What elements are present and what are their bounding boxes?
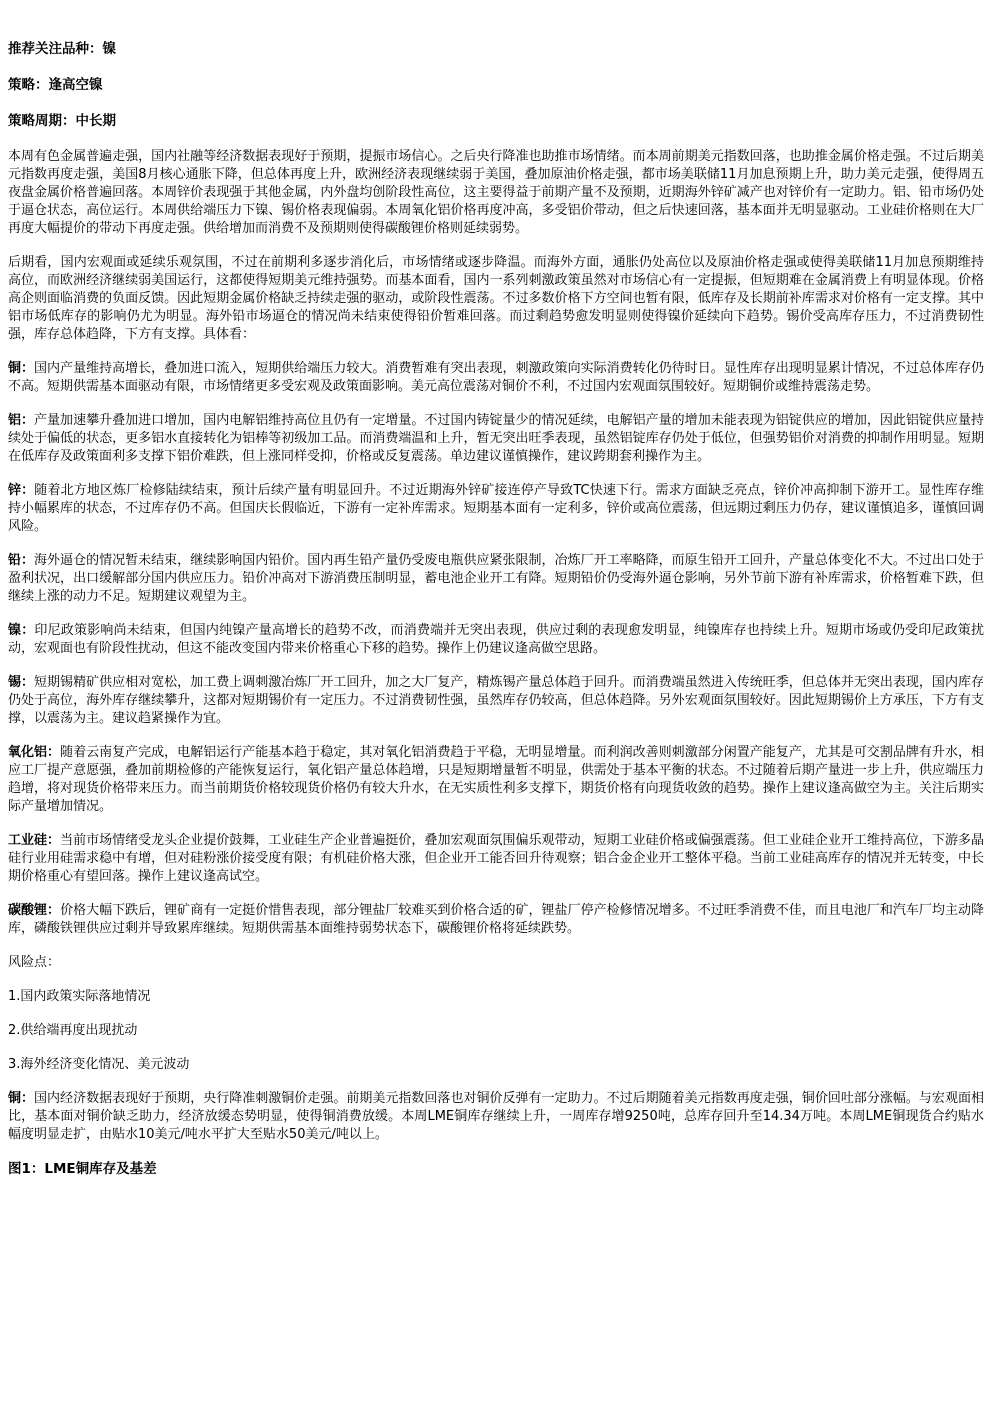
metal-label: 铝： — [8, 413, 35, 428]
copper-detail-paragraph — [8, 1090, 984, 1144]
metal-label: 锌： — [8, 483, 35, 498]
metal-text: 国内经济数据表现好于预期，央行降准刺激铜价走强。前期美元指数回落也对铜价反弹有一定助力。不过后期随着美元指数再度走强，铜价回吐部分涨幅。与宏观面相比，基本面对铜价缺乏助力，经济放缓态势明显，使得铜消费放缓。本周LME铜库存继续上升，一周库存增9250吨，总库存回升至14.34万吨。本周LME铜现货合约贴水幅度明显走扩，由贴水10美元/吨水平扩大至贴水50美元/吨以上。 — [8, 1091, 984, 1142]
strategy-period: 策略周期：中长期 — [8, 113, 116, 129]
risk-item: 2.供给端再度出现扰动 — [8, 1023, 138, 1038]
metal-label: 铅： — [8, 553, 35, 568]
metal-label: 氧化铝： — [8, 745, 61, 760]
metal-paragraph-alumina — [8, 744, 984, 816]
outlook-paragraph: 后期看，国内宏观面或延续乐观氛围，不过在前期利多逐步消化后，市场情绪或逐步降温。而海外方面，通胀仍处高位以及原油价格走强或使得美联储11月加息预期维持高位，而欧洲经济继续弱美国运行，这都使得短期美元维持强势。而基本面看，国内一系列刺激政策虽然对市场信心有一定提振，但短期难在金属消费上有明显体现。价格高企则面临消费的负面反馈。因此短期金属价格缺乏持续走强的驱动，或阶段性震荡。不过多数价格下方空间也暂有限，低库存及长期前补库需求对价格有一定支撑。其中铝市场低库存的影响仍尤为明显。海外铅市场逼仓的情况尚未结束使得铅价暂难回落。而过剩趋势愈发明显则使得镍价延续向下趋势。锡价受高库存压力，不过消费韧性强，库存总体趋降，下方有支撑。具体看： — [8, 255, 984, 342]
risk-item: 3.海外经济变化情况、美元波动 — [8, 1057, 190, 1072]
metal-label: 镍： — [8, 623, 35, 638]
risk-item: 1.国内政策实际落地情况 — [8, 989, 151, 1004]
metal-label: 铜： — [8, 1091, 35, 1106]
metal-label: 工业硅： — [8, 833, 61, 848]
metal-text: 随着北方地区炼厂检修陆续结束，预计后续产量有明显回升。不过近期海外锌矿接连停产导致TC快速下行。需求方面缺乏亮点，锌价冲高抑制下游开工。显性库存维持小幅累库的状态，不过库存仍不高。但国庆长假临近，下游有一定补库需求。短期基本面有一定利多，锌价或高位震荡，但远期过剩压力仍存，建议谨慎追多，谨慎回调风险。 — [8, 483, 984, 534]
metal-text: 当前市场情绪受龙头企业提价鼓舞，工业硅生产企业普遍挺价，叠加宏观面氛围偏乐观带动，短期工业硅价格或偏强震荡。但工业硅企业开工维持高位，下游多晶硅行业用硅需求稳中有增，但对硅粉涨价接受度有限；有机硅价格大涨，但企业开工能否回升待观察；铝合金企业开工整体平稳。当前工业硅高库存的情况并无转变，中长期价格重心有望回落。操作上建议逢高试空。 — [8, 833, 984, 884]
metal-text: 短期锡精矿供应相对宽松，加工费上调刺激冶炼厂开工回升，加之大厂复产，精炼锡产量总体趋于回升。而消费端虽然进入传统旺季，但总体并无突出表现，国内库存仍处于高位，海外库存继续攀升，这都对短期锡价有一定压力。不过消费韧性强，虽然库存仍较高，但总体趋降。另外宏观面氛围较好。因此短期锡价上方承压，下方有支撑，以震荡为主。建议趋紧操作为宜。 — [8, 675, 984, 726]
metal-text: 随着云南复产完成，电解铝运行产能基本趋于稳定，其对氧化铝消费趋于平稳，无明显增量。而利润改善则刺激部分闲置产能复产，尤其是可交割品牌有升水，相应工厂提产意愿强，叠加前期检修的产能恢复运行，氧化铝产量总体趋增，只是短期增量暂不明显，供需处于基本平衡的状态。不过随着后期产量进一步上升，供应端压力趋增，将对现货价格带来压力。而当前期货价格较现货价格仍有较大升水，在无实质性利多支撑下，期货价格有向现货收敛的趋势。操作上建议逢高做空为主。关注后期实际产量增加情况。 — [8, 745, 984, 814]
metal-paragraph-tin — [8, 674, 984, 728]
intro-paragraph: 本周有色金属普遍走强，国内社融等经济数据表现好于预期，提振市场信心。之后央行降准也助推市场情绪。而本周前期美元指数回落，也助推金属价格走强。不过后期美元指数再度走强，美国8月核心通胀下降，但总体再度上升，欧洲经济表现继续弱于美国，叠加原油价格走强，都市场美联储11月加息预期上升，助力美元走强，使得周五夜盘金属价格普遍回落。本周锌价表现强于其他金属，内外盘均创阶段性高位，这主要得益于前期产量不及预期，近期海外锌矿减产也对锌价有一定助力。铝、铅市场仍处于逼仓状态，高位运行。本周供给端压力下镍、锡价格表现偏弱。本周氧化铝价格再度冲高，多受铝价带动，但之后快速回落，基本面并无明显驱动。工业硅价格则在大厂再度大幅提价的带动下再度走强。供给增加而消费不及预期则使得碳酸锂价格则延续弱势。 — [8, 149, 984, 236]
metal-label: 碳酸锂： — [8, 903, 61, 918]
metal-text: 价格大幅下跌后，锂矿商有一定挺价惜售表现，部分锂盐厂较难买到价格合适的矿，锂盐厂停产检修情况增多。不过旺季消费不佳，而且电池厂和汽车厂均主动降库，磷酸铁锂供应过剩并导致累库继续。短期供需基本面维持弱势状态下，碳酸锂价格将延续跌势。 — [8, 903, 984, 936]
metal-paragraph-aluminum — [8, 412, 984, 466]
metal-label: 铜： — [8, 361, 35, 376]
metal-label: 锡： — [8, 675, 35, 690]
recommended-variety: 推荐关注品种：镍 — [8, 41, 116, 57]
metal-paragraph-nickel — [8, 622, 984, 658]
metal-text: 产量加速攀升叠加进口增加，国内电解铝维持高位且仍有一定增量。不过国内铸锭量少的情况延续，电解铝产量的增加未能表现为铝锭供应的增加，因此铝锭供应量持续处于偏低的状态，更多铝水直接转化为铝棒等初级加工品。而消费端温和上升，暂无突出旺季表现，虽然铝锭库存仍处于低位，但强势铝价对消费的抑制作用明显。短期在低库存及政策面利多支撑下铝价难跌，但上涨同样受抑，价格或反复震荡。单边建议谨慎操作，建议跨期套利操作为主。 — [8, 413, 984, 464]
metal-text: 国内产量维持高增长，叠加进口流入，短期供给端压力较大。消费暂难有突出表现，刺激政策向实际消费转化仍待时日。显性库存出现明显累计情况，不过总体库存仍不高。短期供需基本面驱动有限，市场情绪更多受宏观及政策面影响。美元高位震荡对铜价不利，不过国内宏观面氛围较好。短期铜价或维持震荡走势。 — [8, 361, 984, 394]
metal-paragraph-silicon — [8, 832, 984, 886]
metal-paragraph-copper — [8, 360, 984, 396]
strategy-line: 策略：逢高空镍 — [8, 77, 103, 93]
metal-paragraph-lithium — [8, 902, 984, 938]
metal-text: 印尼政策影响尚未结束，但国内纯镍产量高增长的趋势不改，而消费端并无突出表现，供应过剩的表现愈发明显，纯镍库存也持续上升。短期市场或仍受印尼政策扰动，宏观面也有阶段性扰动，但这不能改变国内带来价格重心下移的趋势。操作上仍建议逢高做空思路。 — [8, 623, 984, 656]
figure-title: 图1：LME铜库存及基差 — [8, 1161, 157, 1177]
metal-paragraph-zinc — [8, 482, 984, 536]
metal-text: 海外逼仓的情况暂未结束，继续影响国内铅价。国内再生铅产量仍受废电瓶供应紧张限制，冶炼厂开工率略降，而原生铅开工回升，产量总体变化不大。不过出口处于盈利状况，出口缓解部分国内供应压力。铅价冲高对下游消费压制明显，蓄电池企业开工有降。短期铅价仍受海外逼仓影响，另外节前下游有补库需求，价格暂难下跌，但继续上涨的动力不足。短期建议观望为主。 — [8, 553, 984, 604]
metal-paragraph-lead — [8, 552, 984, 606]
risk-title: 风险点： — [8, 955, 61, 970]
